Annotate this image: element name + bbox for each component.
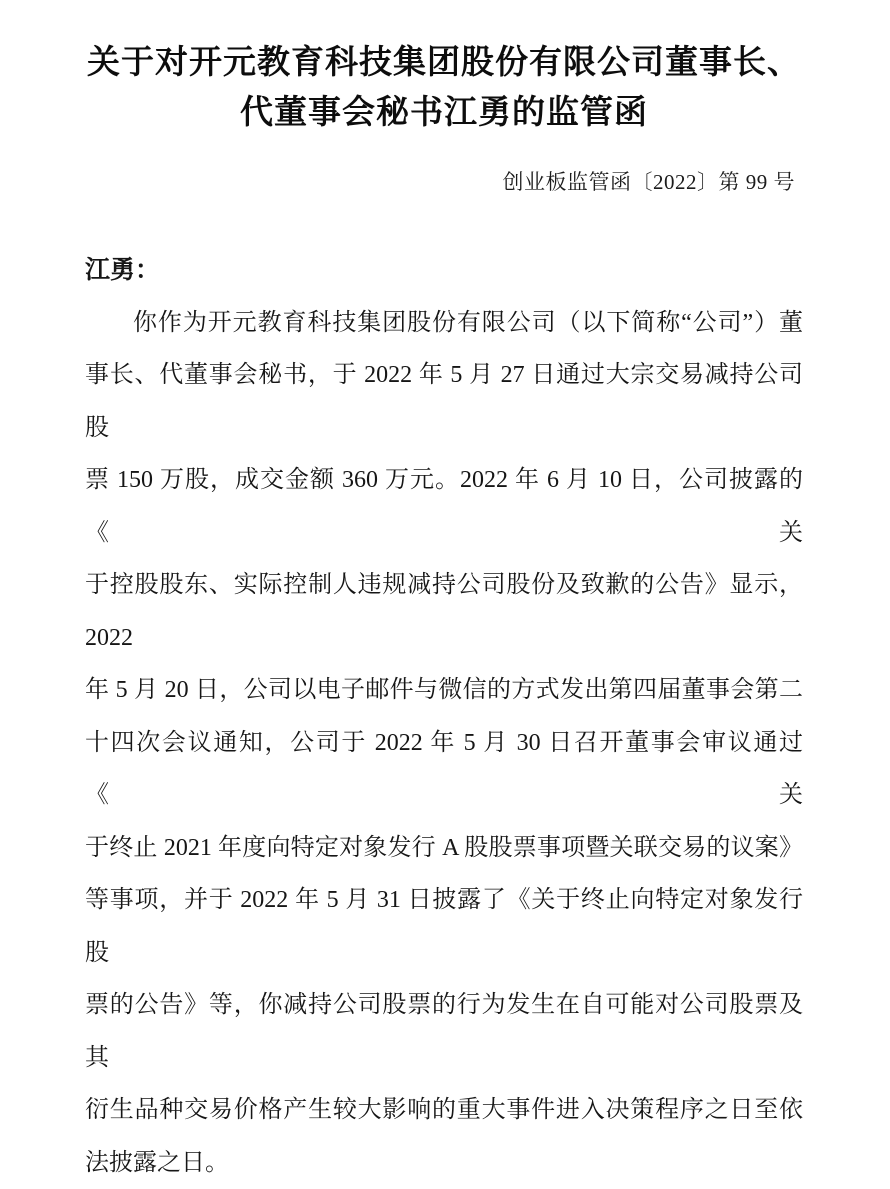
body-line-8: 等事项，并于 2022 年 5 月 31 日披露了《关于终止向特定对象发行股: [85, 874, 803, 979]
salutation: 江勇：: [85, 244, 803, 297]
body-line-5: 年 5 月 20 日，公司以电子邮件与微信的方式发出第四届董事会第二: [85, 664, 803, 717]
document-title: [85, 38, 803, 138]
document-body: [85, 244, 803, 1189]
body-line-11: 法披露之日。: [85, 1137, 803, 1189]
document-page: [0, 38, 890, 902]
title-line-2: 代董事会秘书江勇的监管函: [85, 88, 803, 138]
body-line-9: 票的公告》等，你减持公司股票的行为发生在自可能对公司股票及其: [85, 979, 803, 1084]
title-line-1: 关于对开元教育科技集团股份有限公司董事长、: [85, 38, 803, 88]
body-line-3: 票 150 万股，成交金额 360 万元。2022 年 6 月 10 日，公司披露的《关: [85, 454, 803, 559]
body-line-10: 衍生品种交易价格产生较大影响的重大事件进入决策程序之日至依: [85, 1084, 803, 1137]
body-line-7: 于终止 2021 年度向特定对象发行 A 股股票事项暨关联交易的议案》: [85, 822, 803, 875]
body-line-6: 十四次会议通知，公司于 2022 年 5 月 30 日召开董事会审议通过《关: [85, 717, 803, 822]
paragraph: [85, 297, 803, 1189]
document-content: [85, 38, 803, 1189]
body-line-1: 你作为开元教育科技集团股份有限公司（以下简称“公司”）董: [85, 297, 803, 350]
document-number: 创业板监管函〔2022〕第 99 号: [85, 166, 803, 199]
body-line-4: 于控股股东、实际控制人违规减持公司股份及致歉的公告》显示，2022: [85, 559, 803, 664]
body-line-2: 事长、代董事会秘书，于 2022 年 5 月 27 日通过大宗交易减持公司股: [85, 349, 803, 454]
